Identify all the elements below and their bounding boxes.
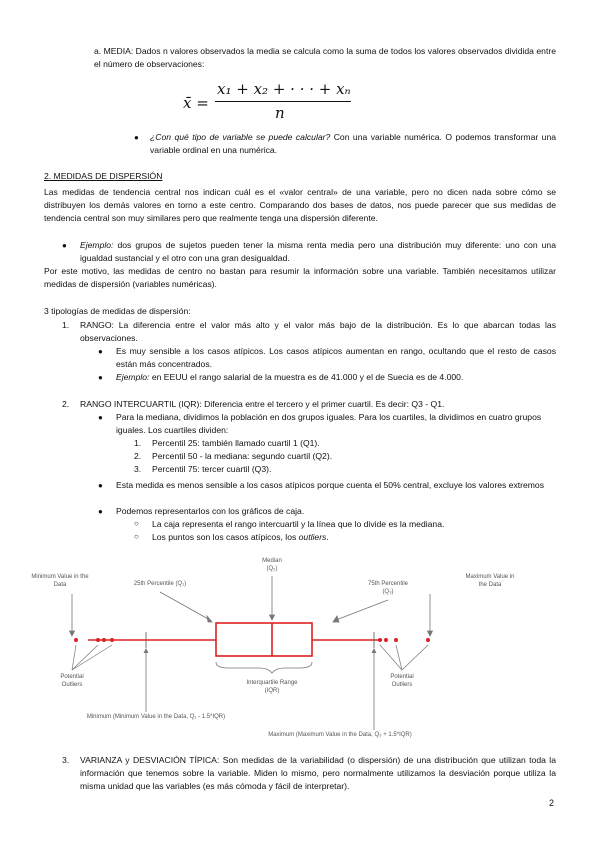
sub-item: Percentil 50 - la mediana: segundo cuartil (Q2). [152,451,333,461]
boxplot-diagram [28,552,548,742]
label-outliers-left: Potential Outliers [60,674,84,688]
rango-bullet-sensitive: Es muy sensible a los casos atípicos. Los casos atípicos aumentan en rango, ocultando que el resto de casos están más concentrados. [116,346,556,370]
label-max-formula: Maximum (Maximum Value in the Data, Q₃ + 1.5*IQR) [268,732,412,738]
label-outliers-right: Potential Outliers [390,674,414,688]
label-median: Median (Q₂) [262,558,282,572]
bullet-variable-type: ¿Con qué tipo de variable se puede calcular? Con una variable numérica. O podemos transformar una variable ordinal en una numérica. [150,132,556,156]
circle-bullet-icon: ○ [134,532,139,541]
sub-number: 3. [134,464,142,474]
formula-denominator: n [275,104,285,122]
label-p25: 25th Percentile (Q₁) [133,581,187,587]
label-iqr: Interquartile Range (IQR) [246,680,298,694]
bullet-icon: ● [98,413,103,422]
bullet-icon: ● [98,373,103,382]
bullet-icon: ● [98,481,103,490]
iqr-outliers-explanation: Los puntos son los casos atípicos, los outliers. [152,532,329,542]
mean-formula [183,80,363,126]
sub-item: Percentil 25: también llamado cuartil 1 (Q1). [152,438,320,448]
page-number: 2 [549,798,555,808]
bullet-icon: ● [62,241,67,250]
label-min-formula: Minimum (Minimum Value in the Data, Q₁ - 1.5*IQR) [86,714,226,720]
formula-numerator: x₁ + x₂ + · · · + xₙ [217,80,351,98]
rango-bullet-example: Ejemplo: en EEUU el rango salarial de la muestra es de 41.000 y el de Suecia es de 4.000. [116,372,464,382]
label-max-value: Maximum Value in the Data [465,574,515,588]
formula-lhs: x̄ = [183,94,209,112]
list-number: 3. [62,755,70,765]
label-p75: 75th Percentile (Q₃) [367,581,409,595]
section-heading: 2. MEDIDAS DE DISPERSIÓN [44,171,163,181]
sub-number: 1. [134,438,142,448]
iqr-definition: RANGO INTERCUARTIL (IQR): Diferencia entre el tercero y el primer cuartil. Es decir: Q3 - Q1. [80,399,445,409]
rango-definition: RANGO: La diferencia entre el valor más alto y el valor más bajo de la distribución. Es lo que abarcan todas las observaciones. [80,320,556,344]
circle-bullet-icon: ○ [134,519,139,528]
iqr-box-explanation: La caja representa el rango intercuartil y la línea que lo divide es la mediana. [152,519,445,529]
item-a-media: a. MEDIA: Dados n valores observados la media se calcula como la suma de todos los valores observados dividida entre el número de observaciones: [94,46,556,70]
label-min-value: Minimum Value in the Data [31,574,89,588]
list-number: 1. [62,320,70,330]
bullet-icon: ● [98,507,103,516]
iqr-bullet-boxplot: Podemos representarlos con los gráficos de caja. [116,506,305,516]
iqr-bullet-quartiles: Para la mediana, dividimos la población en dos grupos iguales. Para los cuartiles, la dividimos en cuatro grupos iguales. Los cuartiles dividen: [116,412,542,436]
iqr-bullet-less-sensitive: Esta medida es menos sensible a los casos atípicos porque cuenta el 50% central, excluye los valores extremos [116,480,545,490]
list-number: 2. [62,399,70,409]
conclusion-paragraph: Por este motivo, las medidas de centro no bastan para resumir la información sobre una variable. También necesitamos utilizar medidas de dispersión (variables numéricas). [44,266,556,290]
bullet-icon: ● [98,347,103,356]
sub-item: Percentil 75: tercer cuartil (Q3). [152,464,272,474]
iqr-box [216,623,312,656]
varianza-definition: VARIANZA y DESVIACIÓN TÍPICA: Son medidas de la variabilidad (o dispersión) de una distribución que utilizan toda la información que tenemos sobre la variable. Miden lo mismo, pero normalmente utilizamos la desviación porque utiliza la misma unidad que las variables (es más cómoda y fácil de interpretar). [80,755,556,792]
typologies-line: 3 tipologías de medidas de dispersión: [44,306,191,316]
example-paragraph: Ejemplo: dos grupos de sujetos pueden tener la misma renta media pero una distribución muy diferente: uno con una igualdad sustancial y el otro con una gran desigualdad. [80,240,556,264]
sub-number: 2. [134,451,142,461]
formula-fraction-bar [215,101,351,102]
section-intro: Las medidas de tendencia central nos indican cuál es el «valor central» de una variable, pero no dicen nada sobre cómo se distribuyen los demás valores en torno a este centro. Comparando dos bases de datos, nos puede parecer que sus medidas de tendencia central son muy similares pero que realmente tenga una dispersión diferente. [44,187,556,224]
bullet-icon: ● [134,133,139,142]
